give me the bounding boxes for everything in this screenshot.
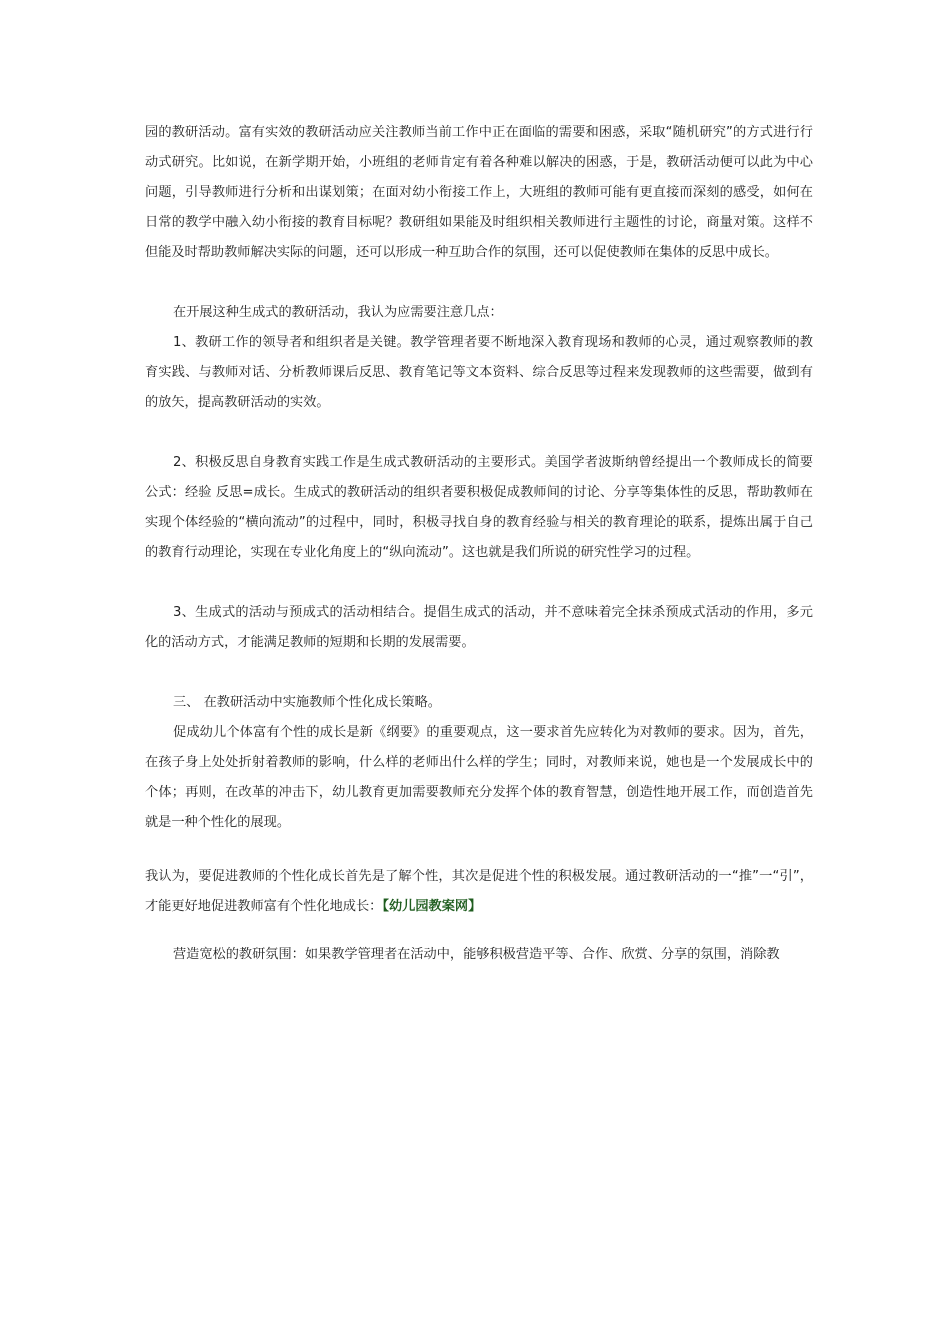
- document-body: [145, 118, 813, 970]
- paragraph-teaching-research-activities: 园的教研活动。富有实效的教研活动应关注教师当前工作中正在面临的需要和困惑，采取“随机研究”的方式进行行动式研究。比如说，在新学期开始，小班组的老师肯定有着各种难以解决的困惑，于是，教研活动便可以此为中心问题，引导教师进行分析和出谋划策；在面对幼小衔接工作上，大班组的教师可能有更直接而深刻的感受，如何在日常的教学中融入幼小衔接的教育目标呢？教研组如果能及时组织相关教师进行主题性的讨论，商量对策。这样不但能及时帮助教师解决实际的问题，还可以形成一种互助合作的氛围，还可以促使教师在集体的反思中成长。: [145, 125, 813, 260]
- paragraph-point-2-reflection: 2、积极反思自身教育实践工作是生成式教研活动的主要形式。美国学者波斯纳曾经提出一个教师成长的简要公式：经验 反思=成长。生成式的教研活动的组织者要积极促成教师间的讨论、分享等集体性的反思，帮助教师在实现个体经验的“横向流动”的过程中，同时，积极寻找自身的教育经验与相关的教育理论的联系，提炼出属于自己的教育行动理论，实现在专业化角度上的“纵向流动”。这也就是我们所说的研究性学习的过程。: [145, 455, 813, 560]
- paragraph-attention-points-intro: 在开展这种生成式的教研活动，我认为应需要注意几点：: [173, 305, 503, 320]
- paragraph-relaxed-atmosphere: 营造宽松的教研氛围：如果教学管理者在活动中，能够积极营造平等、合作、欣赏、分享的氛围，消除教: [173, 947, 780, 962]
- paragraph-point-1-leadership: 1、教研工作的领导者和组织者是关键。教学管理者要不断地深入教育现场和教师的心灵，通过观察教师的教育实践、与教师对话、分析教师课后反思、教育笔记等文本资料、综合反思等过程来发现教师的这些需要，做到有的放矢，提高教研活动的实效。: [145, 335, 813, 410]
- paragraph-personalized-growth: 促成幼儿个体富有个性的成长是新《纲要》的重要观点，这一要求首先应转化为对教师的要求。因为，首先，在孩子身上处处折射着教师的影响，什么样的老师出什么样的学生；同时，对教师来说，她也是一个发展成长中的个体；再则，在改革的冲击下，幼儿教育更加需要教师充分发挥个体的教育智慧，创造性地开展工作，而创造首先就是一种个性化的展现。: [145, 725, 813, 830]
- kindergarten-lesson-plan-link[interactable]: 【幼儿园教案网】: [382, 899, 482, 914]
- paragraph-push-and-guide: [145, 862, 813, 922]
- paragraph-push-and-guide-text: 我认为，要促进教师的个性化成长首先是了解个性，其次是促进个性的积极发展。通过教研活动的一“推”一“引”，才能更好地促进教师富有个性化地成长：: [145, 869, 813, 914]
- paragraph-point-3-combination: 3、生成式的活动与预成式的活动相结合。提倡生成式的活动，并不意味着完全抹杀预成式活动的作用，多元化的活动方式，才能满足教师的短期和长期的发展需要。: [145, 605, 813, 650]
- section-heading-three: 三、 在教研活动中实施教师个性化成长策略。: [173, 695, 441, 710]
